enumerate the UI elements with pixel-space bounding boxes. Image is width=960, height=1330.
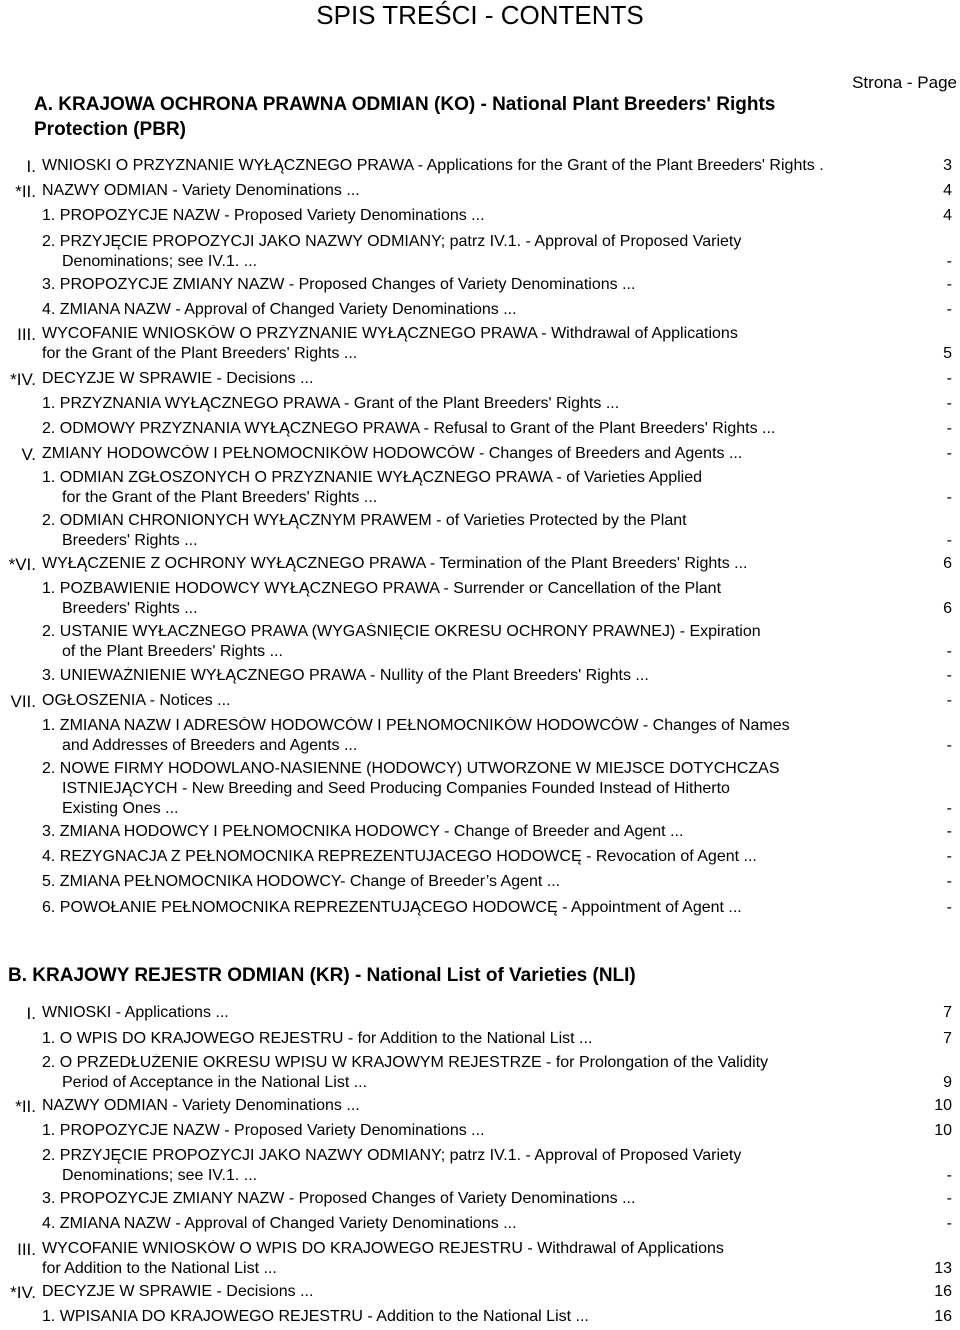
toc-entry-page: - bbox=[946, 253, 952, 270]
toc-entry-text: 2. ODMOWY PRZYZNANIA WYŁĄCZNEGO PRAWA - Refusal to Grant of the Plant Breeders' Rights ... bbox=[42, 420, 776, 437]
toc-entry-page: - bbox=[946, 737, 952, 754]
toc-entry-text: 2. PRZYJĘCIE PROPOZYCJI JAKO NAZWY ODMIANY; patrz IV.1. - Approval of Proposed Variety bbox=[42, 1147, 742, 1164]
toc-entry[interactable] bbox=[0, 157, 960, 179]
toc-entry-text: for the Grant of the Plant Breeders' Rights ... bbox=[42, 345, 358, 362]
toc-entry-page: 6 bbox=[943, 555, 952, 572]
toc-entry-page: - bbox=[946, 643, 952, 660]
toc-entry-number: VII. bbox=[10, 692, 36, 711]
toc-entry[interactable] bbox=[0, 445, 960, 467]
section-a-title: A. KRAJOWA OCHRONA PRAWNA ODMIAN (KO) - National Plant Breeders' Rights bbox=[34, 94, 776, 115]
toc-entry-text: DECYZJE W SPRAWIE - Decisions ... bbox=[42, 370, 314, 387]
toc-entry-number: I. bbox=[26, 157, 36, 176]
toc-entry-text: and Addresses of Breeders and Agents ... bbox=[62, 737, 358, 754]
toc-entry-page: - bbox=[946, 848, 952, 865]
toc-entry[interactable] bbox=[0, 1308, 960, 1330]
toc-entry-text: OGŁOSZENIA - Notices ... bbox=[42, 692, 231, 709]
toc-entry-text: 3. PROPOZYCJE ZMIANY NAZW - Proposed Changes of Variety Denominations ... bbox=[42, 1190, 636, 1207]
toc-entry[interactable] bbox=[0, 823, 960, 845]
toc-entry-page: - bbox=[946, 489, 952, 506]
toc-entry-page: - bbox=[946, 800, 952, 817]
toc-entry-text: WNIOSKI - Applications ... bbox=[42, 1004, 229, 1021]
toc-entry-text: WYCOFANIE WNIOSKÓW O PRZYZNANIE WYŁĄCZNEGO PRAWA - Withdrawal of Applications bbox=[42, 325, 738, 342]
toc-entry[interactable] bbox=[0, 667, 960, 689]
toc-entry-number: *VI. bbox=[8, 555, 36, 574]
toc-entry-text: NAZWY ODMIAN - Variety Denominations ... bbox=[42, 1097, 360, 1114]
toc-entry-number: III. bbox=[17, 325, 36, 344]
toc-entry-page: - bbox=[946, 873, 952, 890]
toc-entry-text: ZMIANY HODOWCÓW I PEŁNOMOCNIKÓW HODOWCÓW - Changes of Breeders and Agents ... bbox=[42, 445, 743, 462]
toc-entry-page: - bbox=[946, 667, 952, 684]
toc-entry-text: 2. NOWE FIRMY HODOWLANO-NASIENNE (HODOWCY) UTWORZONE W MIEJSCE DOTYCHCZAS bbox=[42, 760, 780, 777]
toc-entry-page: 10 bbox=[934, 1097, 952, 1114]
toc-entry-page: 7 bbox=[943, 1004, 952, 1021]
toc-entry[interactable] bbox=[0, 182, 960, 204]
toc-entry-page: - bbox=[946, 420, 952, 437]
toc-entry[interactable] bbox=[0, 1004, 960, 1026]
toc-entry[interactable] bbox=[0, 1030, 960, 1052]
toc-entry-text: Denominations; see IV.1. ... bbox=[62, 253, 258, 270]
toc-entry-page: - bbox=[946, 301, 952, 318]
toc-entry-page: - bbox=[946, 823, 952, 840]
section-a-title-line2: Protection (PBR) bbox=[34, 119, 186, 140]
toc-entry-page: 9 bbox=[943, 1074, 952, 1091]
toc-entry-number: *IV. bbox=[10, 370, 36, 389]
toc-entry-text: 1. ZMIANA NAZW I ADRESÓW HODOWCÓW I PEŁNOMOCNIKÓW HODOWCÓW - Changes of Names bbox=[42, 717, 790, 734]
toc-entry[interactable] bbox=[0, 848, 960, 870]
toc-entry-number: *II. bbox=[15, 182, 36, 201]
toc-entry[interactable] bbox=[0, 276, 960, 298]
toc-entry-number: V. bbox=[21, 445, 36, 464]
toc-entry-page: - bbox=[946, 1215, 952, 1232]
toc-entry-text: 3. PROPOZYCJE ZMIANY NAZW - Proposed Changes of Variety Denominations ... bbox=[42, 276, 636, 293]
toc-entry-text: 1. PROPOZYCJE NAZW - Proposed Variety Denominations ... bbox=[42, 207, 485, 224]
toc-entry-text: 1. POZBAWIENIE HODOWCY WYŁĄCZNEGO PRAWA - Surrender or Cancellation of the Plant bbox=[42, 580, 722, 597]
toc-entry[interactable] bbox=[0, 692, 960, 714]
toc-entry-page: 4 bbox=[943, 182, 952, 199]
toc-entry-text: Existing Ones ... bbox=[62, 800, 179, 817]
toc-entry-text: 1. ODMIAN ZGŁOSZONYCH O PRZYZNANIE WYŁĄCZNEGO PRAWA - of Varieties Applied bbox=[42, 469, 702, 486]
toc-entry-text: 1. WPISANIA DO KRAJOWEGO REJESTRU - Addition to the National List ... bbox=[42, 1308, 589, 1325]
toc-entry-page: - bbox=[946, 370, 952, 387]
toc-entry-text: DECYZJE W SPRAWIE - Decisions ... bbox=[42, 1283, 314, 1300]
toc-entry[interactable] bbox=[0, 1147, 960, 1189]
toc-entry-text: 2. ODMIAN CHRONIONYCH WYŁĄCZNYM PRAWEM - of Varieties Protected by the Plant bbox=[42, 512, 687, 529]
toc-entry-page: 6 bbox=[943, 600, 952, 617]
toc-entry-text: 2. PRZYJĘCIE PROPOZYCJI JAKO NAZWY ODMIANY; patrz IV.1. - Approval of Proposed Variety bbox=[42, 233, 742, 250]
toc-entry[interactable] bbox=[0, 512, 960, 554]
toc-entry-number: I. bbox=[26, 1004, 36, 1023]
toc-entry-number: *IV. bbox=[10, 1283, 36, 1302]
toc-entry-page: - bbox=[946, 899, 952, 916]
toc-entry[interactable] bbox=[0, 623, 960, 665]
toc-entry-page: 13 bbox=[934, 1260, 952, 1277]
page-title: SPIS TREŚCI - CONTENTS bbox=[316, 0, 644, 30]
toc-entry-text: 2. O PRZEDŁUŻENIE OKRESU WPISU W KRAJOWYM REJESTRZE - for Prolongation of the Validity bbox=[42, 1054, 769, 1071]
toc-entry-text: Breeders' Rights ... bbox=[62, 532, 198, 549]
toc-entry-text: Breeders' Rights ... bbox=[62, 600, 198, 617]
toc-entry-page: 4 bbox=[943, 207, 952, 224]
toc-entry[interactable] bbox=[0, 207, 960, 229]
toc-entry[interactable] bbox=[0, 1097, 960, 1119]
toc-entry-text: 1. PRZYZNANIA WYŁĄCZNEGO PRAWA - Grant of the Plant Breeders' Rights ... bbox=[42, 395, 620, 412]
toc-entry[interactable] bbox=[0, 1215, 960, 1237]
toc-entry[interactable] bbox=[0, 873, 960, 895]
toc-entry-text: 1. PROPOZYCJE NAZW - Proposed Variety Denominations ... bbox=[42, 1122, 485, 1139]
toc-entry[interactable] bbox=[0, 469, 960, 511]
toc-entry[interactable] bbox=[0, 899, 960, 921]
toc-entry-text: for the Grant of the Plant Breeders' Rights ... bbox=[62, 489, 378, 506]
toc-entry-text: WNIOSKI O PRZYZNANIE WYŁĄCZNEGO PRAWA - Applications for the Grant of the Plant Breeders' Rights . bbox=[42, 157, 824, 174]
toc-entry-text: Period of Acceptance in the National List ... bbox=[62, 1074, 368, 1091]
toc-entry-page: 5 bbox=[943, 345, 952, 362]
toc-entry[interactable] bbox=[0, 1122, 960, 1144]
toc-entry[interactable] bbox=[0, 301, 960, 323]
toc-entry-text: WYŁĄCZENIE Z OCHRONY WYŁĄCZNEGO PRAWA - Termination of the Plant Breeders' Rights ... bbox=[42, 555, 748, 572]
toc-entry-text: 3. UNIEWAŻNIENIE WYŁĄCZNEGO PRAWA - Nullity of the Plant Breeders' Rights ... bbox=[42, 667, 649, 684]
toc-entry-page: - bbox=[946, 1167, 952, 1184]
toc-entry-page: - bbox=[946, 395, 952, 412]
toc-entry-text: 2. USTANIE WYŁACZNEGO PRAWA (WYGAŚNIĘCIE OKRESU OCHRONY PRAWNEJ) - Expiration bbox=[42, 623, 761, 640]
toc-entry-text: 1. O WPIS DO KRAJOWEGO REJESTRU - for Addition to the National List ... bbox=[42, 1030, 593, 1047]
toc-entry[interactable] bbox=[0, 233, 960, 275]
toc-entry-number: *II. bbox=[15, 1097, 36, 1116]
toc-entry[interactable] bbox=[0, 325, 960, 367]
toc-entry-text: of the Plant Breeders' Rights ... bbox=[62, 643, 283, 660]
toc-entry-page: 7 bbox=[943, 1030, 952, 1047]
toc-entry[interactable] bbox=[0, 555, 960, 577]
toc-entry[interactable] bbox=[0, 1190, 960, 1212]
page-column-header: Strona - Page bbox=[852, 73, 957, 92]
toc-entry[interactable] bbox=[0, 1240, 960, 1282]
toc-entry-number: III. bbox=[17, 1240, 36, 1259]
toc-entry[interactable] bbox=[0, 1283, 960, 1305]
toc-entry[interactable] bbox=[0, 420, 960, 442]
section-b-title: B. KRAJOWY REJESTR ODMIAN (KR) - National List of Varieties (NLI) bbox=[8, 965, 636, 986]
toc-entry-page: - bbox=[946, 692, 952, 709]
toc-entry-text: Denominations; see IV.1. ... bbox=[62, 1167, 258, 1184]
toc-entry[interactable] bbox=[0, 717, 960, 759]
toc-entry-text: 5. ZMIANA PEŁNOMOCNIKA HODOWCY- Change of Breeder’s Agent ... bbox=[42, 873, 561, 890]
toc-entry-text: 3. ZMIANA HODOWCY I PEŁNOMOCNIKA HODOWCY - Change of Breeder and Agent ... bbox=[42, 823, 684, 840]
toc-entry-page: - bbox=[946, 1190, 952, 1207]
toc-entry-text: ISTNIEJĄCYCH - New Breeding and Seed Producing Companies Founded Instead of Hitherto bbox=[62, 780, 730, 797]
toc-entry-page: 16 bbox=[934, 1283, 952, 1300]
toc-entry[interactable] bbox=[0, 370, 960, 392]
toc-entry-text: 4. REZYGNACJA Z PEŁNOMOCNIKA REPREZENTUJACEGO HODOWCĘ - Revocation of Agent ... bbox=[42, 848, 757, 865]
toc-entry[interactable] bbox=[0, 760, 960, 822]
toc-entry-text: 4. ZMIANA NAZW - Approval of Changed Variety Denominations ... bbox=[42, 1215, 517, 1232]
toc-entry-text: NAZWY ODMIAN - Variety Denominations ... bbox=[42, 182, 360, 199]
toc-entry-text: WYCOFANIE WNIOSKÓW O WPIS DO KRAJOWEGO REJESTRU - Withdrawal of Applications bbox=[42, 1240, 724, 1257]
toc-entry-text: for Addition to the National List ... bbox=[42, 1260, 277, 1277]
toc-entry-page: 10 bbox=[934, 1122, 952, 1139]
toc-entry-page: - bbox=[946, 276, 952, 293]
toc-entry[interactable] bbox=[0, 1054, 960, 1096]
toc-entry-page: 3 bbox=[943, 157, 952, 174]
toc-entry-text: 6. POWOŁANIE PEŁNOMOCNIKA REPREZENTUJĄCEGO HODOWCĘ - Appointment of Agent ... bbox=[42, 899, 742, 916]
toc-entry[interactable] bbox=[0, 395, 960, 417]
toc-entry-page: 16 bbox=[934, 1308, 952, 1325]
toc-entry-page: - bbox=[946, 445, 952, 462]
toc-entry-text: 4. ZMIANA NAZW - Approval of Changed Variety Denominations ... bbox=[42, 301, 517, 318]
toc-entry[interactable] bbox=[0, 580, 960, 622]
toc-entry-page: - bbox=[946, 532, 952, 549]
